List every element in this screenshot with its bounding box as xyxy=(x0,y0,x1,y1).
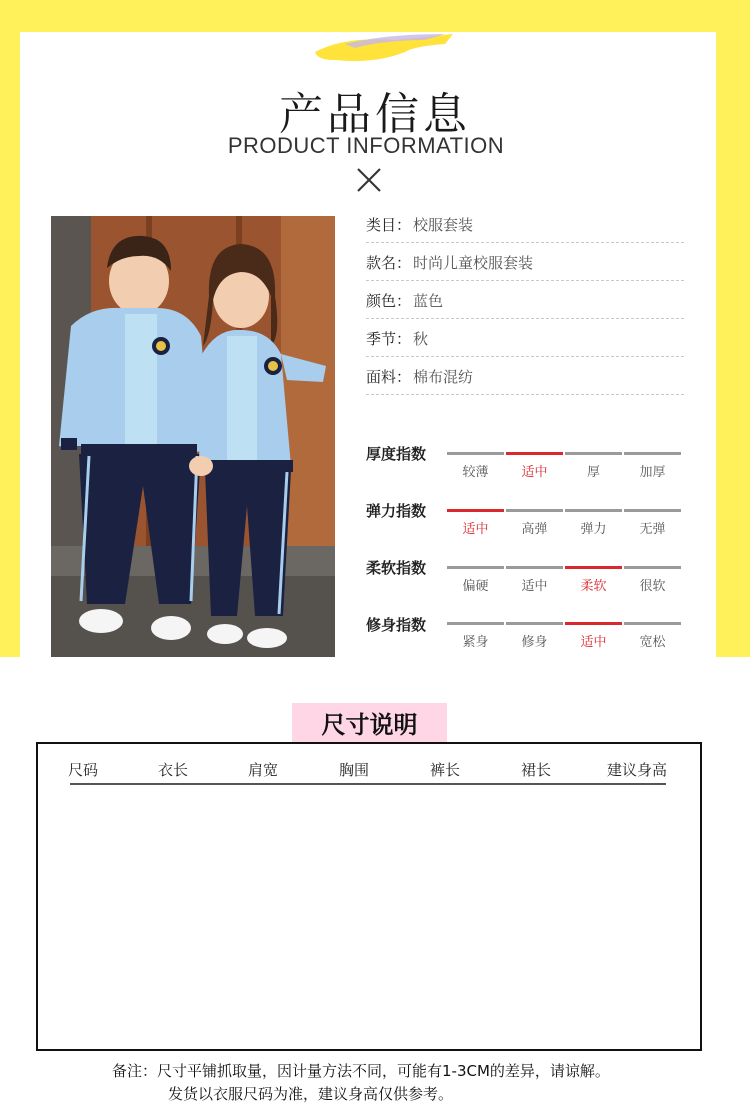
elasticity-option: 弹力 xyxy=(580,522,607,537)
size-header-divider xyxy=(70,783,666,785)
info-label: 面料： xyxy=(366,368,412,386)
softness-option: 适中 xyxy=(521,579,548,594)
fit-segment xyxy=(624,622,681,625)
thickness-index-label: 厚度指数 xyxy=(366,445,427,463)
softness-option: 很软 xyxy=(639,579,666,594)
elasticity-option: 高弹 xyxy=(521,522,548,537)
info-value: 秋 xyxy=(413,330,429,348)
fit-option-selected: 适中 xyxy=(580,635,607,650)
fit-option: 宽松 xyxy=(639,635,666,650)
page-title: 产品信息 xyxy=(279,89,471,140)
size-column-header: 建议身高 xyxy=(607,761,668,779)
softness-segment xyxy=(506,566,563,569)
info-label: 款名： xyxy=(366,254,412,272)
fit-option: 紧身 xyxy=(462,635,489,650)
info-label: 季节： xyxy=(366,330,412,348)
brush-stroke-decoration xyxy=(305,30,455,70)
info-label: 颜色： xyxy=(366,292,412,310)
size-column-header: 胸围 xyxy=(339,761,370,779)
page-subtitle: PRODUCT INFORMATION xyxy=(227,133,505,158)
size-note-2: 发货以衣服尺码为准，建议身高仅供参考。 xyxy=(168,1085,454,1103)
info-row-category xyxy=(366,213,684,243)
size-column-header: 裙长 xyxy=(521,761,552,779)
thickness-segment xyxy=(624,452,681,455)
softness-option: 偏硬 xyxy=(462,579,489,594)
thickness-segment xyxy=(447,452,504,455)
thickness-segment-selected xyxy=(506,452,563,455)
fit-segment-selected xyxy=(565,622,622,625)
size-column-header: 裤长 xyxy=(430,761,461,779)
info-row-fabric xyxy=(366,365,684,395)
elasticity-segment xyxy=(624,509,681,512)
product-photo xyxy=(51,216,335,657)
info-value: 校服套装 xyxy=(413,216,474,234)
softness-index-label: 柔软指数 xyxy=(366,559,427,577)
info-row-season xyxy=(366,327,684,357)
softness-option-selected: 柔软 xyxy=(580,579,607,594)
size-table xyxy=(36,742,702,1051)
info-row-color xyxy=(366,289,684,319)
elasticity-index-label: 弹力指数 xyxy=(366,502,427,520)
elasticity-option-selected: 适中 xyxy=(462,522,489,537)
elasticity-segment xyxy=(506,509,563,512)
info-label: 类目： xyxy=(366,216,412,234)
thickness-option-selected: 适中 xyxy=(521,465,548,480)
elasticity-segment-selected xyxy=(447,509,504,512)
info-value: 棉布混纺 xyxy=(413,368,474,386)
thickness-segment xyxy=(565,452,622,455)
info-row-style-name xyxy=(366,251,684,281)
size-column-header: 尺码 xyxy=(68,761,99,779)
size-column-header: 衣长 xyxy=(158,761,189,779)
thickness-option: 较薄 xyxy=(462,465,489,480)
fit-option: 修身 xyxy=(521,635,548,650)
thickness-option: 加厚 xyxy=(639,465,666,480)
softness-segment xyxy=(447,566,504,569)
fit-segment xyxy=(506,622,563,625)
cross-icon xyxy=(355,166,383,194)
softness-segment xyxy=(624,566,681,569)
size-column-header: 肩宽 xyxy=(248,761,279,779)
thickness-option: 厚 xyxy=(586,465,600,480)
info-value: 蓝色 xyxy=(413,292,444,310)
size-section-title: 尺寸说明 xyxy=(321,711,418,739)
fit-segment xyxy=(447,622,504,625)
elasticity-segment xyxy=(565,509,622,512)
fit-index-label: 修身指数 xyxy=(366,616,427,634)
info-value: 时尚儿童校服套装 xyxy=(413,254,534,272)
softness-segment-selected xyxy=(565,566,622,569)
elasticity-option: 无弹 xyxy=(639,522,666,537)
size-note: 备注：尺寸平铺抓取量，因计量方法不同，可能有1-3CM的差异，请谅解。 xyxy=(112,1062,610,1080)
